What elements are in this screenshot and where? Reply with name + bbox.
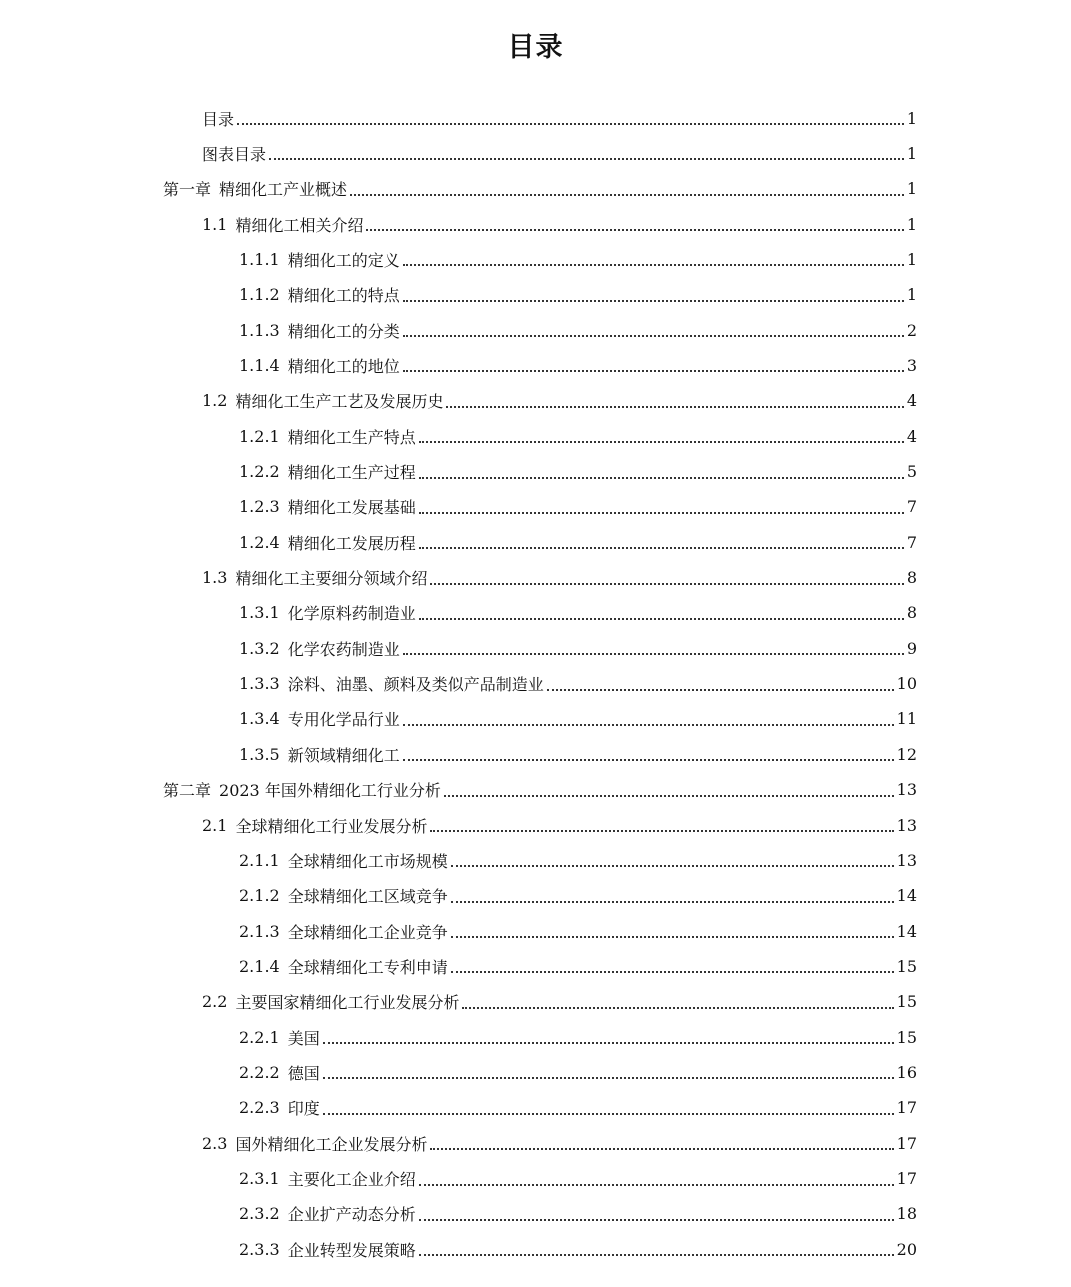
toc-entry[interactable] <box>202 986 917 1018</box>
toc-entry-page-number: 13 <box>896 815 917 835</box>
dot-leader <box>350 193 904 196</box>
toc-entry[interactable] <box>202 385 917 417</box>
toc-entry-title: 精细化工的特点 <box>287 286 400 306</box>
toc-entry-title: 全球精细化工市场规模 <box>287 851 448 871</box>
dot-leader <box>419 546 904 549</box>
toc-entry-title: 2023 年国外精细化工行业分析 <box>219 781 441 801</box>
dot-leader <box>269 157 904 160</box>
toc-entry-number: 2.1.2 <box>239 886 280 906</box>
toc-entry-page-number: 16 <box>896 1062 917 1082</box>
toc-entry-number: 1.2.2 <box>239 462 280 481</box>
dot-leader <box>430 829 893 832</box>
toc-entry[interactable] <box>239 314 917 346</box>
toc-entry-number: 1.3.4 <box>239 709 280 729</box>
toc-entry-number: 1.2.4 <box>239 532 280 552</box>
toc-entry-title: 国外精细化工企业发展分析 <box>235 1134 428 1154</box>
toc-entry-title: 图表目录 <box>202 144 267 164</box>
toc-entry-title: 精细化工相关介绍 <box>235 215 364 235</box>
dot-leader <box>419 1183 894 1186</box>
toc-entry-number: 2.1.3 <box>239 921 280 941</box>
toc-entry-title: 新领域精细化工 <box>287 745 400 765</box>
dot-leader <box>451 935 894 938</box>
toc-entry[interactable] <box>239 1056 917 1088</box>
toc-entry-title: 精细化工发展基础 <box>287 498 416 518</box>
dot-leader <box>451 970 894 973</box>
toc-entry-title: 专用化学品行业 <box>287 710 400 730</box>
page-title: 目录 <box>507 32 564 63</box>
dot-leader <box>419 511 904 514</box>
toc-entry-title: 印度 <box>287 1099 320 1119</box>
toc-entry-page-number: 17 <box>896 1133 917 1153</box>
toc-entry-number: 1.3.2 <box>239 638 280 658</box>
toc-entry[interactable] <box>202 809 917 841</box>
toc-entry-title: 目录 <box>202 109 235 129</box>
toc-entry[interactable] <box>239 844 917 876</box>
toc-entry-number: 1.2.1 <box>239 426 280 446</box>
toc-entry-number: 2.1.1 <box>239 850 280 870</box>
toc-entry-page-number: 8 <box>906 603 917 623</box>
dot-leader <box>419 617 904 620</box>
toc-entry-title: 精细化工产业概述 <box>219 180 348 200</box>
toc-entry-number: 2.3.1 <box>239 1169 280 1188</box>
toc-entry-title: 企业转型发展策略 <box>287 1240 416 1260</box>
toc-entry-page-number: 1 <box>906 249 917 269</box>
dot-leader <box>323 1112 894 1115</box>
dot-leader <box>451 900 894 903</box>
toc-entry-title: 精细化工发展历程 <box>287 533 416 553</box>
dot-leader <box>446 405 903 408</box>
toc-entry-title: 企业扩产动态分析 <box>287 1205 416 1225</box>
toc-entry-title: 全球精细化工行业发展分析 <box>235 816 428 836</box>
toc-entry[interactable] <box>239 950 917 982</box>
toc-entry-number: 1.1.4 <box>239 355 280 375</box>
toc-entry-page-number: 14 <box>896 886 917 906</box>
toc-entry-title: 精细化工生产特点 <box>287 427 416 447</box>
dot-leader <box>403 723 894 726</box>
dot-leader <box>323 1076 894 1079</box>
toc-entry[interactable] <box>239 703 917 735</box>
toc-entry[interactable] <box>239 279 917 311</box>
toc-entry-page-number: 17 <box>896 1169 917 1188</box>
toc-entry-page-number: 7 <box>906 497 917 517</box>
toc-entry-number: 第二章 <box>163 781 212 801</box>
toc-entry-number: 1.2.3 <box>239 497 280 517</box>
toc-entry-number: 1.1.3 <box>239 320 280 340</box>
toc-entry[interactable] <box>239 880 917 912</box>
toc-entry-page-number: 7 <box>906 532 917 552</box>
toc-entry-number: 1.1.2 <box>239 285 280 305</box>
toc-entry-title: 精细化工主要细分领域介绍 <box>235 569 428 589</box>
toc-entry[interactable] <box>239 1198 917 1230</box>
dot-leader <box>462 1006 893 1009</box>
toc-entry[interactable] <box>239 1163 917 1195</box>
toc-entry-title: 德国 <box>287 1063 320 1083</box>
dot-leader <box>323 1041 894 1044</box>
toc-entry-number: 2.2.1 <box>239 1027 280 1047</box>
toc-entry-page-number: 18 <box>896 1204 917 1224</box>
toc-entry-page-number: 1 <box>906 214 917 234</box>
dot-leader <box>444 794 894 797</box>
dot-leader <box>419 1253 894 1256</box>
toc-entry[interactable] <box>239 526 917 558</box>
toc-entry[interactable] <box>239 1021 917 1053</box>
dot-leader <box>366 228 903 231</box>
toc-entry[interactable] <box>239 243 917 275</box>
toc-entry[interactable] <box>239 668 917 700</box>
toc-entry[interactable] <box>239 915 917 947</box>
dot-leader <box>403 263 904 266</box>
toc-entry[interactable] <box>163 173 917 205</box>
dot-leader <box>403 652 904 655</box>
toc-entry-page-number: 15 <box>896 1027 917 1047</box>
toc-entry-number: 2.2.3 <box>239 1098 280 1118</box>
toc-entry-page-number: 20 <box>896 1239 917 1259</box>
toc-entry-number: 1.1.1 <box>239 249 280 269</box>
toc-entry-number: 1.3.5 <box>239 744 280 764</box>
toc-entry-page-number: 5 <box>906 462 917 481</box>
toc-entry-title: 美国 <box>287 1028 320 1048</box>
toc-entry[interactable] <box>239 738 917 770</box>
toc-entry-number: 2.1 <box>202 815 228 835</box>
toc-entry[interactable] <box>239 632 917 664</box>
toc-entry-number: 1.1 <box>202 214 228 234</box>
toc-entry-page-number: 13 <box>896 780 917 800</box>
toc-entry-page-number: 12 <box>896 744 917 764</box>
dot-leader <box>419 476 904 479</box>
toc-entry-page-number: 14 <box>896 921 917 941</box>
toc-entry-number: 第一章 <box>163 180 212 200</box>
toc-entry-title: 精细化工的地位 <box>287 356 400 376</box>
toc-entry-page-number: 15 <box>896 992 917 1012</box>
toc-entry[interactable] <box>239 1092 917 1124</box>
dot-leader <box>430 1147 893 1150</box>
toc-entry-number: 1.2 <box>202 391 228 411</box>
toc-entry[interactable] <box>239 349 917 381</box>
toc-entry-title: 化学农药制造业 <box>287 639 400 659</box>
toc-entry-page-number: 15 <box>896 956 917 976</box>
toc-entry-title: 精细化工的分类 <box>287 321 400 341</box>
toc-entry-page-number: 2 <box>906 320 917 340</box>
toc-entry-title: 主要化工企业介绍 <box>287 1170 416 1189</box>
toc-entry-page-number: 11 <box>896 709 917 729</box>
toc-entry[interactable] <box>202 208 917 240</box>
dot-leader <box>547 688 894 691</box>
toc-entry[interactable] <box>239 1233 917 1265</box>
toc-entry-title: 全球精细化工企业竞争 <box>287 922 448 942</box>
toc-entry-page-number: 13 <box>896 850 917 870</box>
toc-entry-number: 2.3.3 <box>239 1239 280 1259</box>
dot-leader <box>419 440 904 443</box>
toc-entry-page-number: 3 <box>906 355 917 375</box>
toc-entry-title: 主要国家精细化工行业发展分析 <box>235 993 460 1013</box>
toc-entry-title: 涂料、油墨、颜料及类似产品制造业 <box>287 675 544 695</box>
toc-entry-page-number: 9 <box>906 638 917 658</box>
toc-entry[interactable] <box>202 137 917 169</box>
dot-leader <box>430 582 903 585</box>
toc-entry-title: 精细化工生产过程 <box>287 463 416 482</box>
toc-entry-page-number: 8 <box>906 568 917 588</box>
toc-entry-number: 2.2.2 <box>239 1062 280 1082</box>
toc-entry-title: 化学原料药制造业 <box>287 604 416 624</box>
dot-leader <box>451 864 894 867</box>
dot-leader <box>237 122 904 125</box>
toc-entry-number: 2.3.2 <box>239 1204 280 1224</box>
toc-entry-page-number: 1 <box>906 143 917 163</box>
toc-entry-title: 全球精细化工专利申请 <box>287 957 448 977</box>
toc-entry-page-number: 1 <box>906 285 917 305</box>
dot-leader <box>403 369 904 372</box>
toc-entry[interactable] <box>239 420 917 452</box>
toc-entry[interactable] <box>202 1127 917 1159</box>
toc-entry-page-number: 4 <box>906 391 917 411</box>
toc-entry-title: 精细化工的定义 <box>287 250 400 270</box>
toc-entry-number: 1.3 <box>202 568 228 588</box>
toc-entry[interactable] <box>239 456 917 488</box>
dot-leader <box>403 758 894 761</box>
toc-entry[interactable] <box>239 491 917 523</box>
toc-entry-page-number: 10 <box>896 674 917 694</box>
toc-entry-number: 2.2 <box>202 992 228 1012</box>
toc-entry-number: 1.3.3 <box>239 674 280 694</box>
toc-entry-page-number: 1 <box>906 179 917 199</box>
toc-entry[interactable] <box>163 774 917 806</box>
dot-leader <box>403 299 904 302</box>
toc-entry-number: 2.1.4 <box>239 956 280 976</box>
toc-entry-number: 2.3 <box>202 1133 228 1153</box>
toc-entry-page-number: 1 <box>906 108 917 128</box>
toc-entry-page-number: 4 <box>906 426 917 446</box>
toc-entry-title: 全球精细化工区域竞争 <box>287 887 448 907</box>
toc-entry[interactable] <box>202 102 917 134</box>
toc-entry[interactable] <box>202 562 917 594</box>
dot-leader <box>419 1218 894 1221</box>
dot-leader <box>403 334 904 337</box>
toc-entry[interactable] <box>239 597 917 629</box>
toc-entry-page-number: 17 <box>896 1098 917 1118</box>
toc-entry-title: 精细化工生产工艺及发展历史 <box>235 392 444 412</box>
toc-entry-number: 1.3.1 <box>239 603 280 623</box>
